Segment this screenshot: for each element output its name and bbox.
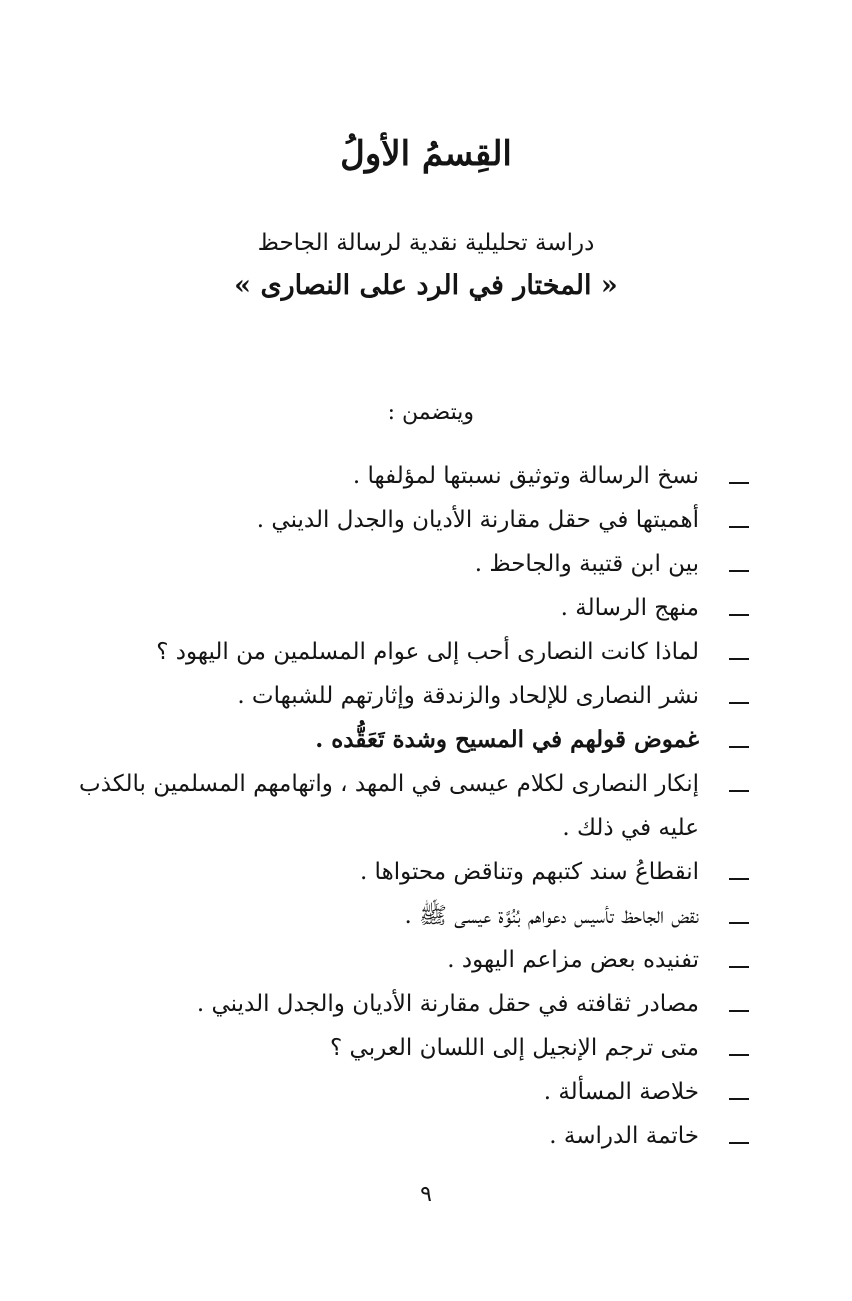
list-item-text: بين ابن قتيبة والجاحظ . (474, 551, 699, 577)
list-item-text: أهميتها في حقل مقارنة الأديان والجدل الديني . (256, 507, 699, 533)
dash-icon (729, 658, 749, 660)
list-item (79, 938, 749, 982)
list-item (79, 762, 749, 850)
list-item (79, 850, 749, 894)
dash-icon (729, 966, 749, 968)
list-item-text: خلاصة المسألة . (543, 1079, 699, 1105)
list-item (79, 586, 749, 630)
dash-icon (729, 482, 749, 484)
intro-label: ويتضمن : (387, 400, 474, 425)
list-item-text: مصادر ثقافته في حقل مقارنة الأديان والجدل الديني . (196, 991, 699, 1017)
list-item (79, 674, 749, 718)
list-item (79, 1114, 749, 1158)
list-item-text: منهج الرسالة . (560, 595, 699, 621)
list-item (79, 1026, 749, 1070)
list-item-text: انقطاعُ سند كتبهم وتناقض محتواها . (359, 859, 699, 885)
list-item-text: غموض قولهم في المسيح وشدة تَعَقُّده . (315, 726, 699, 753)
list-item (79, 498, 749, 542)
list-item-text: تفنيده بعض مزاعم اليهود . (447, 947, 699, 973)
dash-icon (729, 614, 749, 616)
dash-icon (729, 702, 749, 704)
list-item (79, 894, 749, 938)
dash-icon (729, 922, 749, 924)
dash-icon (729, 878, 749, 880)
page-number: ٩ (420, 1182, 432, 1207)
dash-icon (729, 1142, 749, 1144)
dash-icon (729, 1054, 749, 1056)
list-item-text: خاتمة الدراسة . (549, 1123, 699, 1149)
list-item-text: نسخ الرسالة وتوثيق نسبتها لمؤلفها . (352, 463, 699, 489)
work-title: « المختار في الرد على النصارى » (234, 270, 618, 301)
list-item-text: نقض الجاحظ تأسيس دعواهم بُنُوَّة عيسى ﷺ . (404, 903, 699, 929)
list-item-text: متى ترجم الإنجيل إلى اللسان العربي ؟ (330, 1035, 699, 1061)
list-item (79, 1070, 749, 1114)
contents-list (79, 454, 749, 1158)
dash-icon (729, 1098, 749, 1100)
list-item-text: نشر النصارى للإلحاد والزندقة وإثارتهم للشبهات . (237, 683, 699, 709)
list-item (79, 718, 749, 762)
dash-icon (729, 790, 749, 792)
list-item (79, 454, 749, 498)
list-item (79, 630, 749, 674)
dash-icon (729, 1010, 749, 1012)
list-item (79, 982, 749, 1026)
list-item-text: إنكار النصارى لكلام عيسى في المهد ، واتهامهم المسلمين بالكذب عليه في ذلك . (79, 771, 699, 841)
list-item-text: لماذا كانت النصارى أحب إلى عوام المسلمين من اليهود ؟ (156, 639, 699, 665)
list-item (79, 542, 749, 586)
dash-icon (729, 746, 749, 748)
section-title: القِسمُ الأولُ (340, 134, 512, 174)
dash-icon (729, 526, 749, 528)
dash-icon (729, 570, 749, 572)
subtitle: دراسة تحليلية نقدية لرسالة الجاحظ (257, 230, 595, 256)
